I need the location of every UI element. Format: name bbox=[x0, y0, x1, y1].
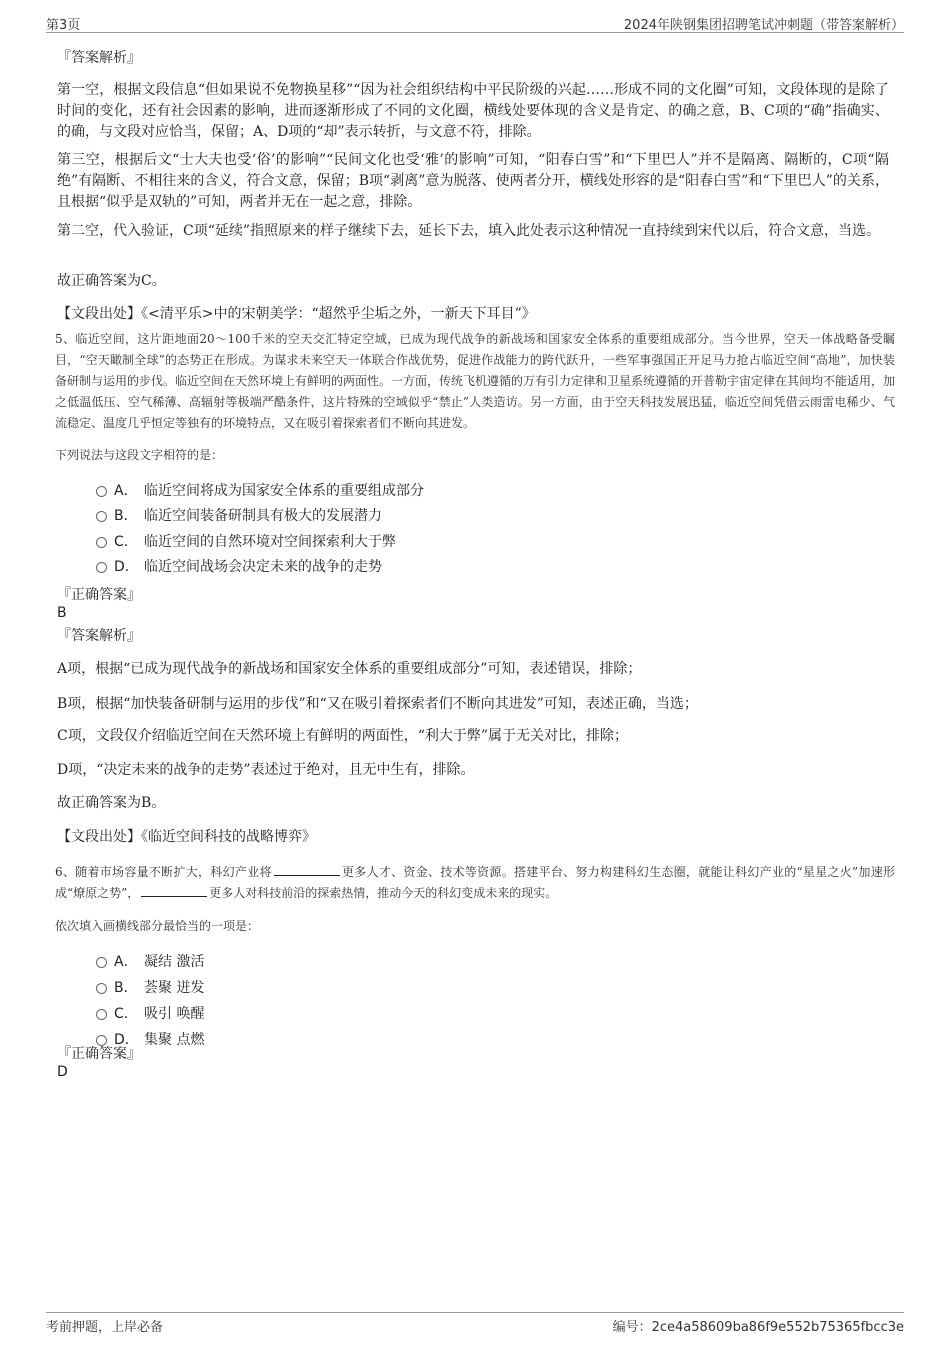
radio-icon[interactable] bbox=[96, 562, 107, 573]
option-text: 临近空间将成为国家安全体系的重要组成部分 bbox=[144, 483, 424, 499]
document-title: 2024年陕钢集团招聘笔试冲刺题（带答案解析） bbox=[623, 18, 904, 33]
q6-answer: D bbox=[57, 1064, 68, 1080]
fill-blank-1[interactable] bbox=[274, 863, 340, 876]
option-text: 临近空间的自然环境对空间探索利大于弊 bbox=[144, 534, 396, 550]
q5-answer: B bbox=[57, 605, 67, 621]
radio-icon[interactable] bbox=[96, 511, 107, 522]
q5-prompt: 下列说法与这段文字相符的是： bbox=[55, 448, 224, 462]
radio-icon[interactable] bbox=[96, 537, 107, 548]
radio-icon[interactable] bbox=[96, 957, 107, 968]
option-letter: C． bbox=[114, 1006, 138, 1022]
q5-source: 【文段出处】《临近空间科技的战略博弈》 bbox=[57, 829, 316, 845]
q5-answer-label: 『正确答案』 bbox=[57, 587, 141, 603]
option-text: 临近空间战场会决定未来的战争的走势 bbox=[144, 559, 382, 575]
option-letter: B． bbox=[114, 508, 138, 524]
q6-text-part-1: 6、随着市场容量不断扩大，科幻产业将 bbox=[55, 865, 272, 879]
footer-slogan: 考前押题，上岸必备 bbox=[46, 1320, 164, 1335]
q6-question-text bbox=[55, 862, 895, 904]
document-code: 编号：2ce4a58609ba86f9e552b75365fbcc3e bbox=[612, 1320, 904, 1335]
q4-analysis-para-3: 第二空，代入验证，C项“延续”指照原来的样子继续下去，延长下去，填入此处表示这种情况一直持续到宋代以后，符合文意，当选。 bbox=[57, 223, 881, 239]
q5-conclusion: 故正确答案为B。 bbox=[57, 795, 166, 811]
option-letter: D． bbox=[114, 1032, 139, 1048]
option-letter: B． bbox=[114, 980, 138, 996]
fill-blank-2[interactable] bbox=[141, 884, 207, 897]
page-footer bbox=[46, 1312, 904, 1335]
q6-text-part-3: 更多人对科技前沿的探索热情，推动今天的科幻变成未来的现实。 bbox=[209, 886, 558, 900]
q6-prompt: 依次填入画横线部分最恰当的一项是： bbox=[55, 919, 260, 933]
q4-analysis-para-2: 第三空，根据后文“士大夫也受‘俗’的影响”“民间文化也受‘雅’的影响”可知，“阳春白雪”和“下里巴人”并不是隔离、隔断的，C项“隔绝”有隔断、不相往来的含义，符合文意，保留；B项“剥离”意为脱落、使两者分开，横线处形容的是“阳春白雪”和“下里巴人”的关系，且根据“似乎是双轨的”可知，两者并无在一起之意，排除。 bbox=[57, 152, 889, 210]
page-number: 第3页 bbox=[46, 18, 81, 33]
option-letter: D． bbox=[114, 559, 139, 575]
q4-analysis-label: 『答案解析』 bbox=[57, 50, 141, 66]
q5-question-text: 5、临近空间，这片距地面20～100千米的空天交汇特定空域，已成为现代战争的新战场和国家安全体系的重要组成部分。当今世界，空天一体战略备受瞩目，“空天瞰制全球”的态势正在形成。为谋求未来空天一体联合作战优势，促进作战能力的跨代跃升，一些军事强国正开足马力抢占临近空间“高地”，加快装备研制与运用的步伐。临近空间在天然环境上有鲜明的两面性。一方面，传统飞机遵循的万有引力定律和卫星系统遵循的开普勒宇宙定律在其间均不能适用，加之低温低压、空气稀薄、高辐射等极端严酷条件，这片特殊的空域似乎“禁止”人类造访。另一方面，由于空天科技发展迅猛，临近空间凭借云雨雷电稀少、气流稳定、温度几乎恒定等独有的环境特点，又在吸引着探索者们不断向其进发。 bbox=[55, 332, 896, 430]
q6-text-part-2: 更多人才、资金、技术等资源。搭建平台、努力构建科幻生态圈，就能让科幻产业的“星星之火”加速形成“燎原之势”， bbox=[55, 865, 896, 900]
q5-analysis-label: 『答案解析』 bbox=[57, 628, 141, 644]
q4-analysis-para-1: 第一空，根据文段信息“但如果说不免物换星移”“因为社会组织结构中平民阶级的兴起……形成不同的文化圈”可知，文段体现的是除了时间的变化，还有社会因素的影响，进而逐渐形成了不同的文化圈，横线处要体现的含义是肯定、的确之意，B、C项的“确”指确实、的确，与文段对应恰当，保留；A、D项的“却”表示转折，与文意不符，排除。 bbox=[57, 82, 889, 140]
option-text: 荟聚 迸发 bbox=[144, 980, 205, 996]
q4-conclusion: 故正确答案为C。 bbox=[57, 273, 166, 289]
q5-analysis-c: C项，文段仅介绍临近空间在天然环境上有鲜明的两面性，“利大于弊”属于无关对比，排除； bbox=[57, 728, 629, 744]
q5-analysis-d: D项，“决定未来的战争的走势”表述过于绝对，且无中生有，排除。 bbox=[57, 762, 475, 778]
option-text: 凝结 激活 bbox=[144, 954, 205, 970]
radio-icon[interactable] bbox=[96, 1009, 107, 1020]
option-text: 临近空间装备研制具有极大的发展潜力 bbox=[144, 508, 382, 524]
page-header bbox=[46, 14, 904, 33]
option-text: 集聚 点燃 bbox=[144, 1032, 205, 1048]
radio-icon[interactable] bbox=[96, 486, 107, 497]
option-letter: C． bbox=[114, 534, 138, 550]
q4-source: 【文段出处】《<清平乐>中的宋朝美学：“超然乎尘垢之外，一新天下耳目”》 bbox=[57, 306, 536, 322]
radio-icon[interactable] bbox=[96, 983, 107, 994]
option-letter: A． bbox=[114, 483, 138, 499]
q6-answer-label: 『正确答案』 bbox=[57, 1046, 141, 1062]
option-letter: A． bbox=[114, 954, 138, 970]
option-text: 吸引 唤醒 bbox=[144, 1006, 205, 1022]
q5-analysis-a: A项，根据“已成为现代战争的新战场和国家安全体系的重要组成部分”可知，表述错误，排除； bbox=[57, 661, 642, 677]
q5-analysis-b: B项，根据“加快装备研制与运用的步伐”和“又在吸引着探索者们不断向其进发”可知，表述正确，当选； bbox=[57, 696, 698, 712]
